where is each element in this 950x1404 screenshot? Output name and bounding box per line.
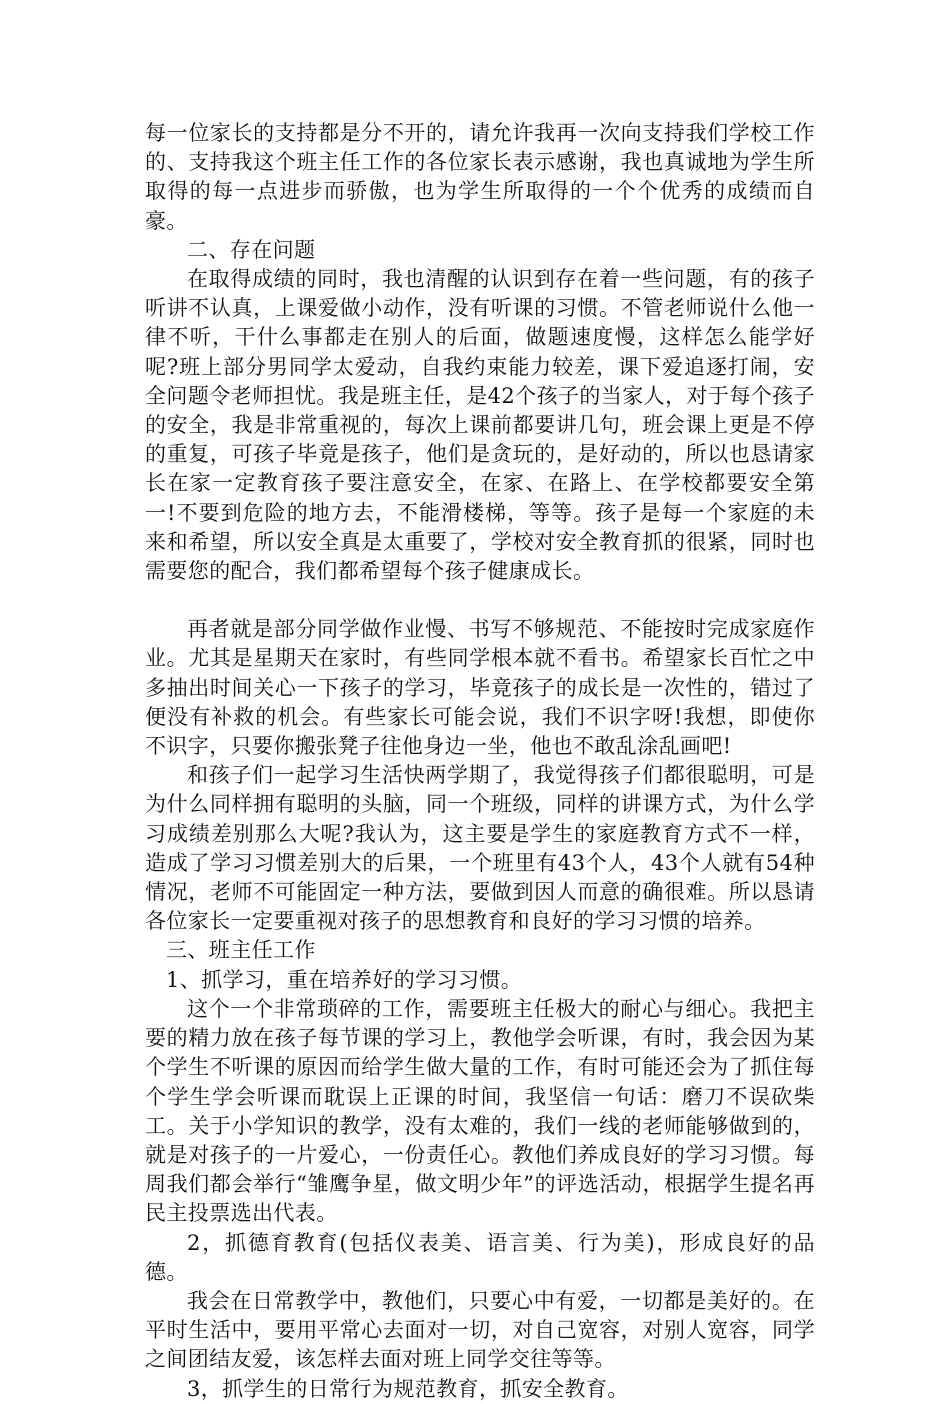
section-heading-teacher-work: 三、班主任工作 <box>166 938 316 963</box>
paragraph-study-habits: 这个一个非常琐碎的工作，需要班主任极大的耐心与细心。我把主要的精力放在孩子每节课的学习上，教他学会听课，有时，我会因为某个学生不听课的原因而给学生做大量的工作，有时可能还会为了抓住每个学生学会听课而耽误上正课的时间，我坚信一句话：磨刀不误砍柴工。关于小学知识的教学，没有太难的，我们一线的老师能够做到的，就是对孩子的一片爱心，一份责任心。教他们养成良好的学习习惯。每周我们都会举行“雏鹰争星，做文明少年”的评选活动，根据学生提名再民主投票选出代表。 <box>145 996 815 1226</box>
paragraph-homework: 再者就是部分同学做作业慢、书写不够规范、不能按时完成家庭作业。尤其是星期天在家时，有些同学根本就不看书。希望家长百忙之中多抽出时间关心一下孩子的学习，毕竟孩子的成长是一次性的，错过了便没有补救的机会。有些家长可能会说，我们不识字呀!我想，即使你不识字，只要你搬张凳子往他身边一坐，他也不敢乱涂乱画吧! <box>145 617 815 759</box>
document-body <box>145 119 815 1404</box>
paragraph-thanks: 每一位家长的支持都是分不开的，请允许我再一次向支持我们学校工作的、支持我这个班主任工作的各位家长表示感谢，我也真诚地为学生所取得的每一点进步而骄傲，也为学生所取得的一个个优秀的成绩而自豪。 <box>145 121 815 233</box>
subheading-safety-education: 3，抓学生的日常行为规范教育，抓安全教育。 <box>187 1376 629 1401</box>
section-heading-problems: 二、存在问题 <box>187 237 316 262</box>
blank-line <box>145 586 815 615</box>
paragraph-moral-education: 我会在日常教学中，教他们，只要心中有爱，一切都是美好的。在平时生活中，要用平常心去面对一切，对自己宽容，对别人宽容，同学之间团结友爱，该怎样去面对班上同学交往等等。 <box>145 1288 815 1372</box>
subheading-study-habits: 1、抓学习，重在培养好的学习习惯。 <box>166 967 523 992</box>
paragraph-problems: 在取得成绩的同时，我也清醒的认识到存在着一些问题，有的孩子听讲不认真，上课爱做小动作，没有听课的习惯。不管老师说什么他一律不听，干什么事都走在别人的后面，做题速度慢，这样怎么能学好呢?班上部分男同学太爱动，自我约束能力较差，课下爱追逐打闹，安全问题令老师担忧。我是班主任，是42个孩子的当家人，对于每个孩子的安全，我是非常重视的，每次上课前都要讲几句，班会课上更是不停的重复，可孩子毕竟是孩子，他们是贪玩的，是好动的，所以也恳请家长在家一定教育孩子要注意安全，在家、在路上、在学校都要安全第一!不要到危险的地方去，不能滑楼梯，等等。孩子是每一个家庭的未来和希望，所以安全真是太重要了，学校对安全教育抓的很紧，同时也需要您的配合，我们都希望每个孩子健康成长。 <box>145 267 815 584</box>
paragraph-learning-differences: 和孩子们一起学习生活快两学期了，我觉得孩子们都很聪明，可是为什么同样拥有聪明的头脑，同一个班级，同样的讲课方式，为什么学习成绩差别那么大呢?我认为，这主要是学生的家庭教育方式不一样，造成了学习习惯差别大的后果，一个班里有43个人，43个人就有54种情况，老师不可能固定一种方法，要做到因人而意的确很难。所以恳请各位家长一定要重视对孩子的思想教育和良好的学习习惯的培养。 <box>145 763 815 934</box>
subheading-moral-education: 2，抓德育教育(包括仪表美、语言美、行为美)，形成良好的品德。 <box>145 1230 815 1284</box>
